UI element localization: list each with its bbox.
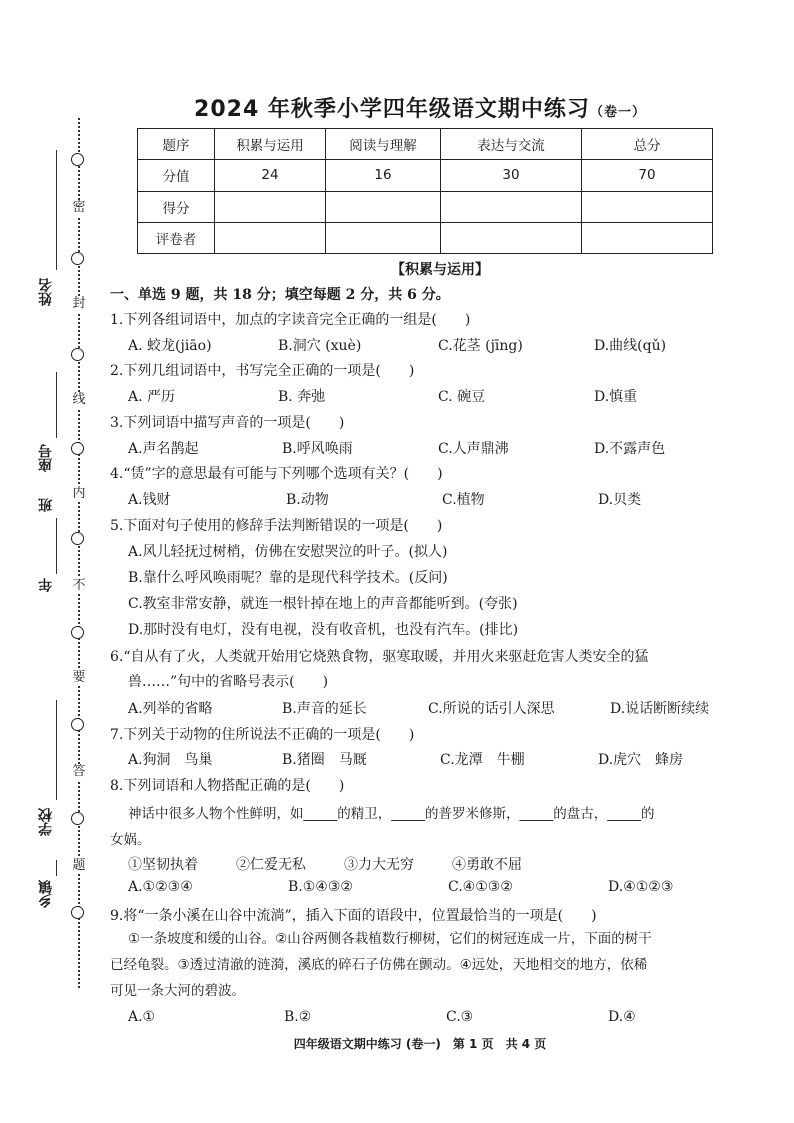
seal-char: 不 xyxy=(72,578,86,593)
seal-circle xyxy=(71,348,84,361)
table-header-cell: 积累与运用 xyxy=(215,129,326,160)
seal-char: 内 xyxy=(72,486,86,501)
option-b[interactable]: B.呼风唤雨 xyxy=(282,441,353,457)
option-row xyxy=(128,386,728,406)
seal-char: 线 xyxy=(72,392,86,407)
question-stem: 2.下列几组词语中，书写完全正确的一项是( ) xyxy=(110,363,415,379)
question-stem: 8.下列词语和人物搭配正确的是( ) xyxy=(110,778,345,794)
score-table-header xyxy=(138,129,713,160)
grade-write-line[interactable] xyxy=(56,518,57,574)
seal-circle xyxy=(71,718,84,731)
seat-label: 座号 xyxy=(38,444,54,472)
option-b[interactable]: B.② xyxy=(284,1009,312,1025)
option-c[interactable]: C.④①③② xyxy=(448,879,513,895)
table-row xyxy=(138,222,713,253)
option-d[interactable]: D.贝类 xyxy=(598,492,642,508)
option-b[interactable]: B.①④③② xyxy=(288,879,353,895)
score-entry-cell[interactable] xyxy=(215,191,326,222)
question-stem: 1.下列各组词语中，加点的字读音完全正确的一组是( ) xyxy=(110,312,471,328)
option-b[interactable]: B.声音的延长 xyxy=(282,701,367,717)
question-stem: 6.“自从有了火，人类就开始用它烧熟食物，驱寒取暖，并用火来驱赶危害人类安全的猛 xyxy=(110,649,649,665)
table-cell: 30 xyxy=(441,160,582,191)
table-header-cell: 阅读与理解 xyxy=(326,129,441,160)
option-a[interactable]: A. 蛟龙(jiāo) xyxy=(128,338,212,354)
choice-4: ④勇敢不屈 xyxy=(452,857,522,873)
option-d[interactable]: D.说话断断续续 xyxy=(610,701,710,717)
option-c[interactable]: C.人声鼎沸 xyxy=(438,441,509,457)
part-intro: 一、单选 9 题，共 18 分；填空每题 2 分，共 6 分。 xyxy=(110,287,450,303)
option-d[interactable]: D.虎穴 蜂房 xyxy=(598,752,684,768)
option-row xyxy=(128,1009,728,1029)
title-main: 2024 年秋季小学四年级语文期中练习 xyxy=(194,97,590,122)
choice-2: ②仁爱无私 xyxy=(236,857,306,873)
question-stem: 3.下列词语中描写声音的一项是( ) xyxy=(110,415,345,431)
table-row xyxy=(138,191,713,222)
option-a[interactable]: A.钱财 xyxy=(128,492,171,508)
option-b[interactable]: B.动物 xyxy=(286,492,329,508)
option-row xyxy=(128,489,728,509)
score-entry-cell[interactable] xyxy=(326,191,441,222)
option-a[interactable]: A.声名鹊起 xyxy=(128,441,199,457)
table-header-cell: 题序 xyxy=(138,129,215,160)
table-cell: 分值 xyxy=(138,160,215,191)
option-b[interactable]: B. 奔弛 xyxy=(278,389,326,405)
score-entry-cell[interactable] xyxy=(441,191,582,222)
school-label: 学校 xyxy=(38,808,54,836)
grade-field xyxy=(36,578,58,592)
table-row xyxy=(138,160,713,191)
option-b[interactable]: B.猪圈 马厩 xyxy=(282,752,367,768)
option-a[interactable]: A. 严历 xyxy=(128,389,176,405)
table-header-cell: 总分 xyxy=(582,129,713,160)
seal-char: 题 xyxy=(72,858,86,873)
option-a[interactable]: A.狗洞 鸟巢 xyxy=(128,752,213,768)
seal-circle xyxy=(71,532,84,545)
name-label: 姓名 xyxy=(38,278,54,306)
table-cell: 评卷者 xyxy=(138,222,215,253)
option-c[interactable]: C.龙潭 牛棚 xyxy=(440,752,525,768)
passage-line: 可见一条大河的碧波。 xyxy=(110,983,245,999)
option-row xyxy=(128,438,728,458)
school-field xyxy=(36,808,58,836)
option-c[interactable]: C.所说的话引人深思 xyxy=(428,701,555,717)
passage xyxy=(110,926,740,1004)
seal-char: 要 xyxy=(72,670,86,685)
choice-1: ①坚韧执着 xyxy=(128,857,198,873)
seal-circle xyxy=(71,252,84,265)
option-row xyxy=(128,698,728,718)
option-a[interactable]: A.①②③④ xyxy=(128,879,193,895)
question-stem: 4.“赁”字的意思最有可能与下列哪个选项有关？( ) xyxy=(110,466,443,482)
township-field xyxy=(36,880,58,908)
option-c[interactable]: C.植物 xyxy=(442,492,485,508)
option-c[interactable]: C. 碗豆 xyxy=(438,389,486,405)
grader-entry-cell[interactable] xyxy=(326,222,441,253)
table-header-cell: 表达与交流 xyxy=(441,129,582,160)
seal-circle xyxy=(71,442,84,455)
option-a[interactable]: A.风儿轻抚过树梢，仿佛在安慰哭泣的叶子。(拟人) xyxy=(128,544,448,560)
option-row xyxy=(128,335,728,355)
table-cell: 得分 xyxy=(138,191,215,222)
seat-write-line[interactable] xyxy=(56,372,57,438)
seal-circle xyxy=(71,153,84,166)
question-stem: 5.下面对句子使用的修辞手法判断错误的一项是( ) xyxy=(110,518,443,534)
score-entry-cell[interactable] xyxy=(582,191,713,222)
seal-char: 密 xyxy=(72,200,86,215)
seal-char: 封 xyxy=(72,296,86,311)
option-d[interactable]: D.④①②③ xyxy=(608,879,674,895)
seal-circle xyxy=(71,626,84,639)
page-title xyxy=(110,92,730,123)
choice-row xyxy=(128,854,728,874)
grader-entry-cell[interactable] xyxy=(582,222,713,253)
option-c[interactable]: C.花茎 (jīng) xyxy=(438,338,523,354)
title-sub: （卷一） xyxy=(589,105,646,120)
choice-3: ③力大无穷 xyxy=(344,857,414,873)
table-cell: 24 xyxy=(215,160,326,191)
question-stem-cont: 兽……”句中的省略号表示( ) xyxy=(128,674,329,690)
option-row xyxy=(128,879,728,899)
option-d[interactable]: D.那时没有电灯，没有电视，没有收音机，也没有汽车。(排比) xyxy=(128,622,519,638)
grader-entry-cell[interactable] xyxy=(215,222,326,253)
seal-circle xyxy=(71,906,84,919)
township-label: 乡镇 xyxy=(38,880,54,908)
option-b[interactable]: B.靠什么呼风唤雨呢？靠的是现代科学技术。(反问) xyxy=(128,570,448,586)
fill-sentence: 神话中很多人物个性鲜明，如_____的精卫，_____的普罗米修斯，_____的盘古，_____的 xyxy=(128,806,655,822)
option-a[interactable]: A.列举的省略 xyxy=(128,701,213,717)
fill-sentence-cont: 女娲。 xyxy=(110,832,151,848)
option-d[interactable]: D.曲线(qǔ) xyxy=(594,338,667,354)
table-cell: 16 xyxy=(326,160,441,191)
option-d[interactable]: D.慎重 xyxy=(594,389,638,405)
name-field xyxy=(36,278,58,306)
question-stem: 7.下列关于动物的住所说法不正确的一项是( ) xyxy=(110,727,415,743)
seal-circle xyxy=(71,812,84,825)
table-cell: 70 xyxy=(582,160,713,191)
option-a[interactable]: A.① xyxy=(128,1009,156,1025)
grader-entry-cell[interactable] xyxy=(441,222,582,253)
question-stem: 9.将“一条小溪在山谷中流淌”，插入下面的语段中，位置最恰当的一项是( ) xyxy=(110,908,597,924)
option-row xyxy=(128,749,728,769)
passage-line: ①一条坡度和缓的山谷。②山谷两侧各栽植数行柳树，它们的树冠连成一片，下面的树干 xyxy=(128,931,652,947)
option-c[interactable]: C.③ xyxy=(446,1009,474,1025)
name-write-line[interactable] xyxy=(56,150,57,270)
option-b[interactable]: B.洞穴 (xuè) xyxy=(278,338,362,354)
class-label: 班 xyxy=(38,498,54,512)
option-c[interactable]: C.教室非常安静，就连一根针掉在地上的声音都能听到。(夸张) xyxy=(128,596,518,612)
option-d[interactable]: D.④ xyxy=(608,1009,636,1025)
seat-field xyxy=(36,444,58,472)
binding-strip xyxy=(0,0,110,1123)
class-field xyxy=(36,498,58,512)
seal-char: 答 xyxy=(72,764,86,779)
page-footer: 四年级语文期中练习 (卷一) 第 1 页 共 4 页 xyxy=(293,1037,547,1051)
school-write-line[interactable] xyxy=(56,700,57,800)
section-title: 【积累与运用】 xyxy=(391,262,489,278)
score-table xyxy=(137,128,713,254)
township-write-line[interactable] xyxy=(56,860,57,876)
passage-line: 已经龟裂。③透过清澈的涟漪，溪底的碎石子仿佛在颤动。④远处，天地相交的地方，依稀 xyxy=(110,957,648,973)
grade-label: 年 xyxy=(38,578,54,592)
option-d[interactable]: D.不露声色 xyxy=(594,441,666,457)
